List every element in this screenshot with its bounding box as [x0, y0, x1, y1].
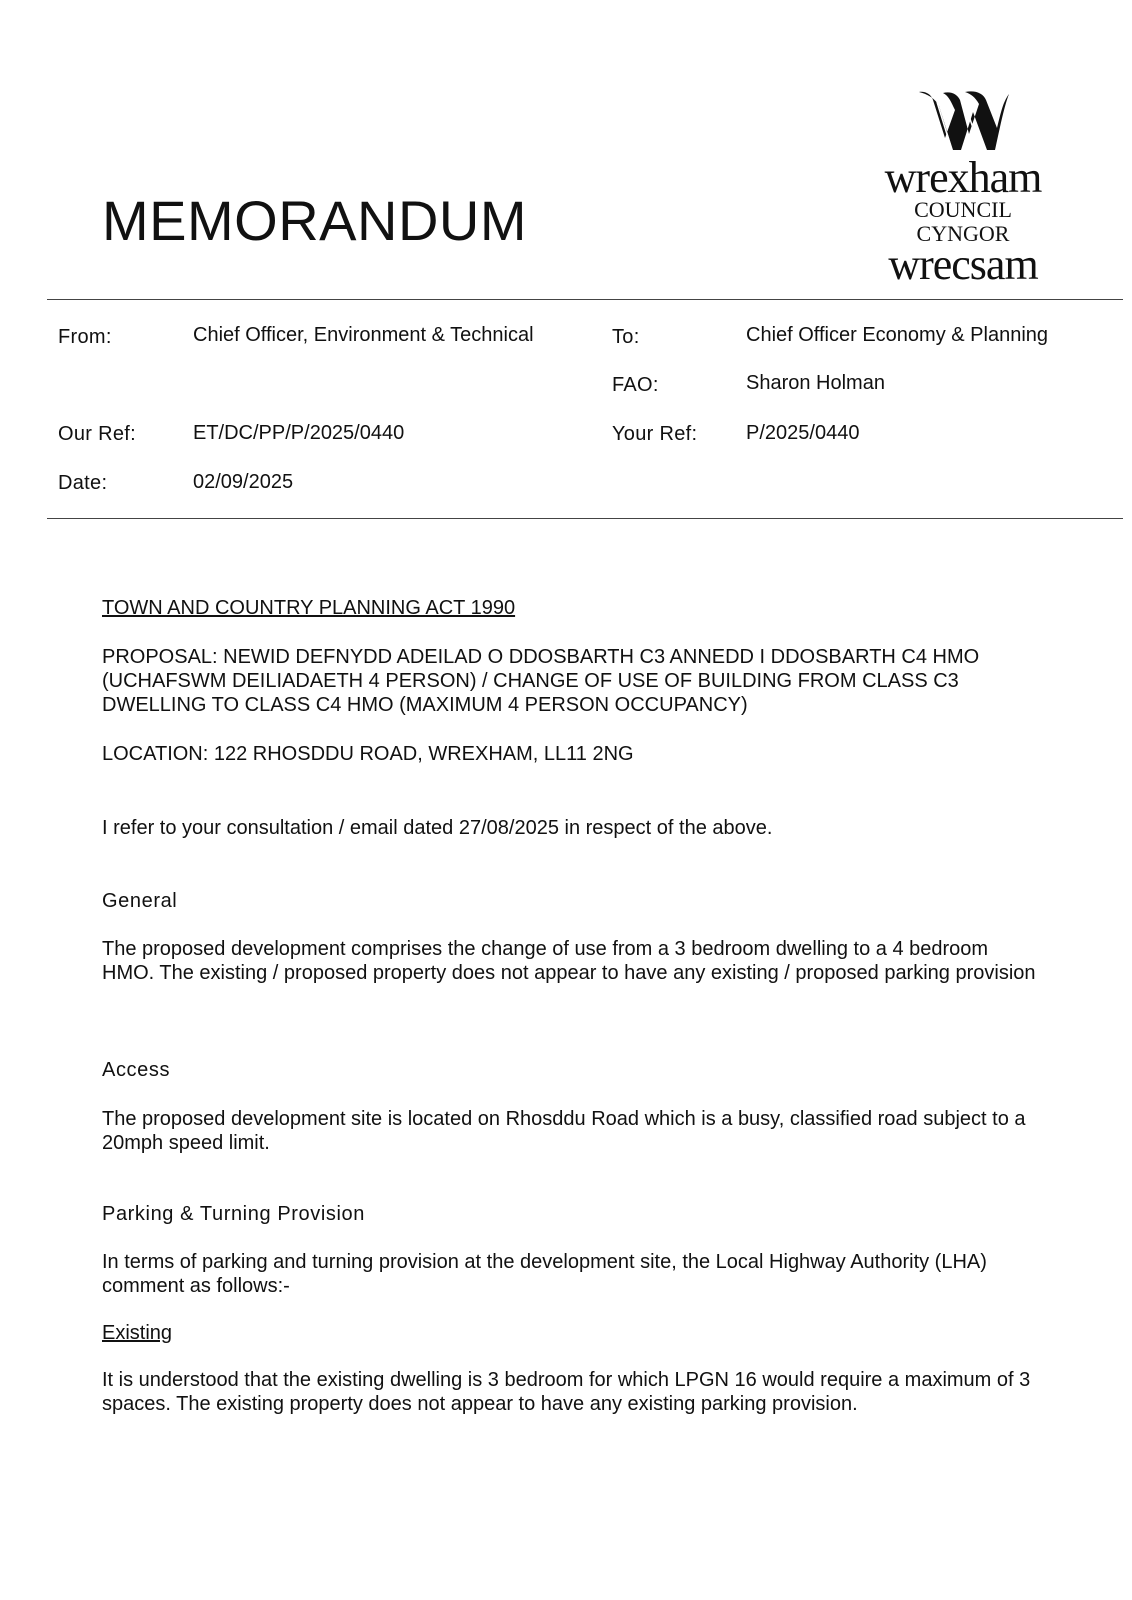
access-text: The proposed development site is located on Rhosddu Road which is a busy, classified road subject to a 20mph speed limit.: [102, 1108, 1026, 1154]
general-text: The proposed development comprises the change of use from a 3 bedroom dwelling to a 4 bedroom HMO. The existing / proposed property does not appear to have any existing / proposed parking provision: [102, 938, 1036, 984]
fao-label: FAO:: [612, 374, 659, 396]
refer-text: I refer to your consultation / email dated 27/08/2025 in respect of the above.: [102, 817, 773, 839]
proposal-text: PROPOSAL: NEWID DEFNYDD ADEILAD O DDOSBARTH C3 ANNEDD I DDOSBARTH C4 HMO (UCHAFSWM DEILIADAETH 4 PERSON) / CHANGE OF USE OF BUILDING FROM CLASS C3 DWELLING TO CLASS C4 HMO (MAXIMUM 4 PERSON OCCUPANCY): [102, 646, 980, 716]
logo-text-wrecsam: wrecsam: [888, 240, 1038, 289]
act-heading: TOWN AND COUNTRY PLANNING ACT 1990: [102, 597, 516, 619]
from-value: Chief Officer, Environment & Technical: [193, 324, 534, 346]
date-value: 02/09/2025: [193, 471, 294, 493]
logo-text-wrexham: wrexham: [884, 153, 1042, 202]
existing-heading: Existing: [102, 1322, 173, 1344]
logo-text-cyngor: CYNGOR: [916, 221, 1010, 246]
parking-heading: Parking & Turning Provision: [102, 1203, 365, 1225]
our-ref-label: Our Ref:: [58, 423, 136, 445]
council-logo: [878, 88, 1048, 289]
your-ref-label: Your Ref:: [612, 423, 698, 445]
location-text: LOCATION: 122 RHOSDDU ROAD, WREXHAM, LL11 2NG: [102, 743, 634, 765]
header-divider-bottom: [47, 518, 1123, 519]
access-heading: Access: [102, 1059, 171, 1081]
page-title: MEMORANDUM: [102, 189, 527, 252]
w-emblem-icon: [915, 88, 1011, 158]
your-ref-value: P/2025/0440: [746, 422, 860, 444]
our-ref-value: ET/DC/PP/P/2025/0440: [193, 422, 405, 444]
date-label: Date:: [58, 472, 108, 494]
parking-text: In terms of parking and turning provision at the development site, the Local Highway Authority (LHA) comment as follows:-: [102, 1251, 987, 1297]
to-value: Chief Officer Economy & Planning: [746, 324, 1049, 346]
general-heading: General: [102, 890, 178, 912]
fao-value: Sharon Holman: [746, 372, 885, 394]
from-label: From:: [58, 326, 112, 348]
existing-text: It is understood that the existing dwelling is 3 bedroom for which LPGN 16 would require a maximum of 3 spaces. The existing property does not appear to have any existing parking provision.: [102, 1369, 1031, 1415]
header-divider-top: [47, 299, 1123, 300]
logo-text-council: COUNCIL: [914, 197, 1012, 222]
to-label: To:: [612, 326, 640, 348]
